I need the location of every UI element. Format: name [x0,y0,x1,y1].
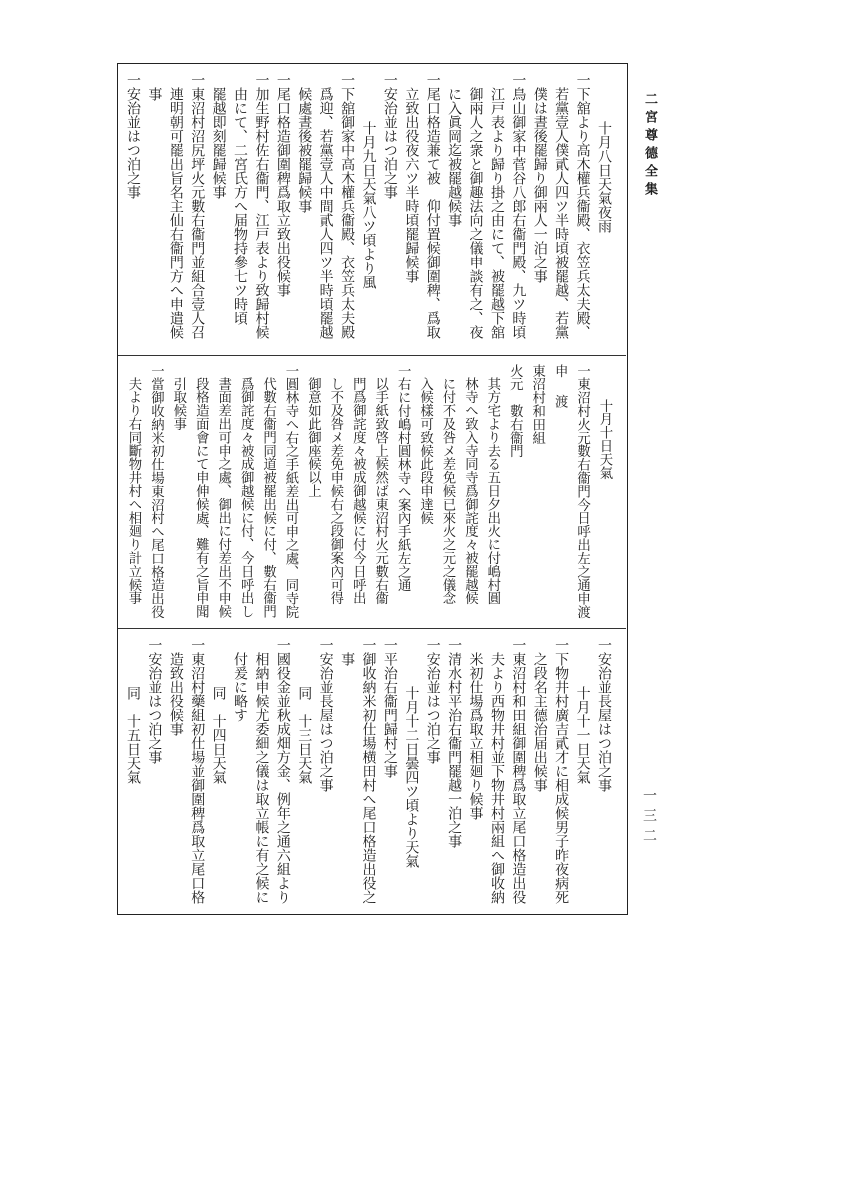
text-column-cont: 入候樣可致候此段申達候 [417,377,433,525]
diary-section-middle [118,356,626,628]
running-title: 二宮尊德全集 [642,92,657,200]
text-column-date: 十月九日天氣八ツ頃より風 [360,120,377,289]
text-column-date: 同 十五日天氣 [125,685,141,784]
text-column-entry: 一安治並はつ泊之事 [424,638,441,764]
text-column-entry: 一御收納米初仕場横田村へ尾口格造出役之 [360,638,377,904]
text-column-cont: 付爰に略す [232,652,249,722]
text-column-cont: 門爲御詫度々被成御越候に付今日呼出 [350,377,366,606]
text-column-cont: 相納申候尤委細之儀は取立帳に有之候に [253,652,270,904]
text-column-cont: 江戸表より歸り掛之由にて、被罷越下舘 [488,87,505,339]
text-column-entry: 一安治並長屋はつ泊之事 [596,638,612,792]
text-column-addressee: 火元 數右衞門 [507,364,523,458]
text-column-village: 東沼村和田組 [529,364,545,445]
text-column-date: 十月十二日曇四ツ頃より天氣 [403,685,420,868]
text-column-cont: 事 [146,87,163,101]
diary-section-upper [118,64,626,355]
text-column-entry: 一當御收納米初仕場東沼村へ尾口格造出役 [148,364,164,619]
text-column-cont: 以手紙致啓上候然ば東沼村火元數右衞 [372,377,388,606]
page-number: 一三二 [641,788,657,848]
diary-section-lower [118,629,626,913]
text-column-entry: 一圓林寺へ右之手紙差出可申之處、同寺院 [283,364,298,619]
text-column-cont: 引取候事 [170,377,186,431]
text-column-cont: 由にて、二宮氏方へ届物持參七ツ時頃 [232,87,249,325]
text-frame [117,63,628,915]
text-column-title: 申 渡 [552,364,568,411]
text-column-entry: 一東沼村沼尻坪火元數右衞門並組合壹人召 [189,73,206,339]
text-column-entry: 一東沼村火元數右衞門今日呼出左之通申渡 [574,364,590,619]
text-column-cont: 段格造面會にて申伸候處、難有之旨申聞 [193,377,209,619]
text-column-cont: 夫より右同斷物井村へ相廻り計立候事 [126,377,141,606]
text-column-cont: 林寺へ致入寺同寺爲御詫度々被罷越候 [462,377,478,606]
text-column-entry: 一東沼村和田組御圍稗爲取立尾口格造出役 [510,638,527,904]
text-column-date: 十月十一日天氣 [574,685,591,784]
text-column-cont: 書面差出可申之處、御出に付差出不申候 [215,377,231,619]
text-column-date: 十月八日天氣夜雨 [596,120,612,233]
text-column-entry: 一下物井村廣吉貳才に相成候男子昨夜病死 [553,638,570,904]
text-column-entry: 一鳥山御家中菅谷八郎右衞門殿、九ツ時頃 [510,73,527,339]
text-column-cont: 連明朝可罷出旨名主仙右衞門方へ申遣候 [167,87,184,339]
text-column-cont: 代數右衞門同道被罷出候に付、數右衞門 [260,377,276,619]
text-column-cont: し不及咎メ差免申候右之段御案內可得 [327,377,343,606]
text-column-entry: 一國役金並秋成畑方金、例年之通六組より [274,638,291,904]
text-column-cont: 御兩人之衆と御趣法向之儀申談有之、夜 [467,87,484,339]
text-column-entry: 一安治並はつ泊之事 [146,638,163,764]
text-column-entry: 一東沼村藥組初仕場並御圍稗爲取立尾口格 [189,638,206,904]
text-column-cont: 事 [339,652,356,666]
text-column-date: 同 十四日天氣 [210,685,227,784]
text-column-entry: 一清水村平治右衞門罷越一泊之事 [446,638,463,848]
text-column-entry: 一平治右衞門歸村之事 [381,638,398,778]
text-column-entry: 一加生野村佐右衞門、江戸表より致歸村候 [253,73,270,339]
text-column-cont: 罷越即刻罷歸候事 [210,87,227,199]
text-column-cont: 若黨壹人僕貳人四ツ半時頃被罷越、若黨 [553,87,570,339]
text-column-entry: 一右に付嶋村圓林寺へ案內手紙左之通 [395,364,411,592]
text-column-cont: に入眞岡迄被罷越候事 [446,87,463,227]
text-column-entry: 一下舘より高木權兵衞殿、衣笠兵太夫殿、 [574,73,591,339]
text-column-entry: 一尾口格造兼て被 仰付置候御圍稗、爲取 [424,73,441,339]
text-column-cont: に付不及咎メ差免候已來火之元之儀念 [440,377,455,606]
text-column-date: 同 十三日天氣 [296,685,313,784]
text-column-cont: 御意如此御座候以上 [305,377,321,498]
text-column-entry: 一安治並長屋はつ泊之事 [317,638,334,792]
text-column-date: 十月十日天氣 [597,398,612,480]
text-column-cont: 其方宅より去る五日夕出火に付嶋村圓 [484,377,500,606]
text-column-cont: 之段名主德治届出候事 [531,652,548,792]
text-column-cont: 爲御詫度々被成御越候に付、今日呼出し [238,377,254,619]
text-column-entry: 一尾口格造御圍稗爲取立致出役候事 [274,73,291,297]
text-column-cont: 造致出役候事 [167,652,184,736]
text-column-entry: 一安治並はつ泊之事 [381,73,398,199]
text-column-cont: 夫より西物井村並下物井村兩組へ御收納 [488,652,505,904]
text-column-cont: 米初仕場爲取立相廻り候事 [467,652,484,820]
text-column-cont: 僕は晝後罷歸り御兩人一泊之事 [531,87,548,283]
text-column-entry: 一下舘御家中高木權兵衞殿、衣笠兵太夫殿 [339,73,356,339]
text-column-cont: 爲迎、若黨壹人中間貳人四ツ半時頃罷越 [317,87,334,339]
text-column-entry: 一安治並はつ泊之事 [125,73,141,199]
text-column-cont: 立致出役夜六ツ半時頃罷歸候事 [403,87,420,283]
text-column-cont: 候處晝後被罷歸候事 [296,87,313,213]
